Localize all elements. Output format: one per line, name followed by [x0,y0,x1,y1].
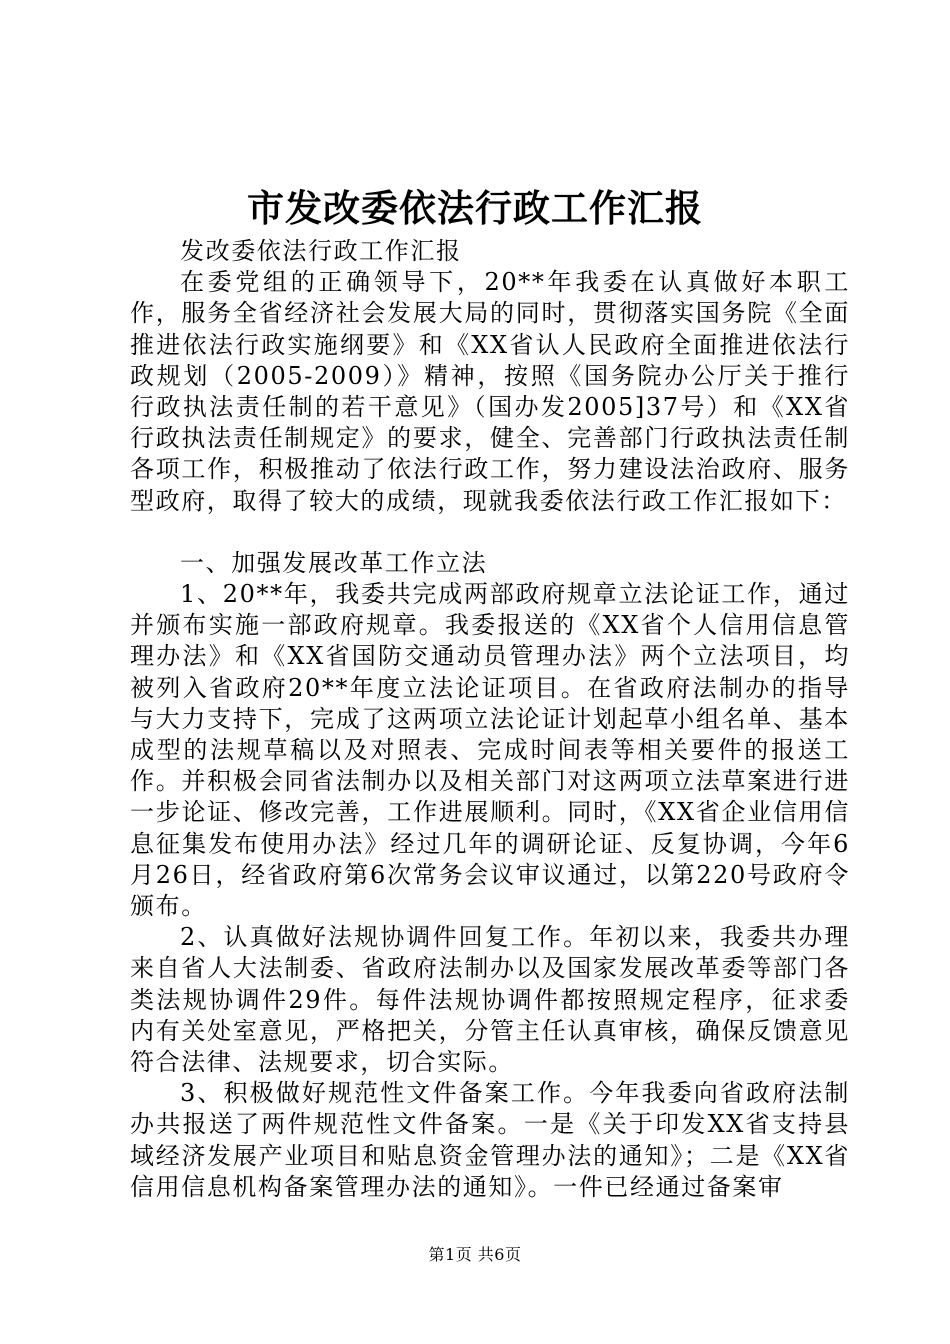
intro-paragraph: 在委党组的正确领导下，20**年我委在认真做好本职工作，服务全省经济社会发展大局的同时，贯彻落实国务院《全面推进依法行政实施纲要》和《XX省认人民政府全面推进依法行政规划（2005-2009）》精神，按照《国务院办公厅关于推行行政执法责任制的若干意见》（国办发2005]37号）和《XX省行政执法责任制规定》的要求，健全、完善部门行政执法责任制各项工作，积极推动了依法行政工作，努力建设法治政府、服务型政府，取得了较大的成绩，现就我委依法行政工作汇报如下： [130,268,850,515]
section-heading: 一、加强发展改革工作立法 [180,548,488,577]
body-paragraph-1: 1、20**年，我委共完成两部政府规章立法论证工作，通过并颁布实施一部政府规章。我委报送的《XX省个人信用信息管理办法》和《XX省国防交通动员管理办法》两个立法项目，均被列入省政府20**年度立法论证项目。在省政府法制办的指导与大力支持下，完成了这两项立法论证计划起草小组名单、基本成型的法规草稿以及对照表、完成时间表等相关要件的报送工作。并积极会同省法制办以及相关部门对这两项立法草案进行进一步论证、修改完善，工作进展顺利。同时，《XX省企业信用信息征集发布使用办法》经过几年的调研论证、反复协调，今年6月26日，经省政府第6次常务会议审议通过，以第220号政府令颁布。 [130,580,850,921]
document-body [130,236,850,1203]
body-paragraph-3: 3、积极做好规范性文件备案工作。今年我委向省政府法制办共报送了两件规范性文件备案。一是《关于印发XX省支持县域经济发展产业项目和贴息资金管理办法的通知》；二是《XX省信用信息机构备案管理办法的通知》。一件已经通过备案审 [130,1079,850,1201]
document-title: 市发改委依法行政工作汇报 [247,186,703,230]
body-paragraph-2: 2、认真做好法规协调件回复工作。年初以来，我委共办理来自省人大法制委、省政府法制办以及国家发展改革委等部门各类法规协调件29件。每件法规协调件都按照规定程序，征求委内有关处室意见，严格把关，分管主任认真审核，确保反馈意见符合法律、法规要求，切合实际。 [130,923,850,1077]
subtitle-paragraph: 发改委依法行政工作汇报 [180,237,462,265]
page-footer: 第1页 共6页 [428,1245,522,1264]
